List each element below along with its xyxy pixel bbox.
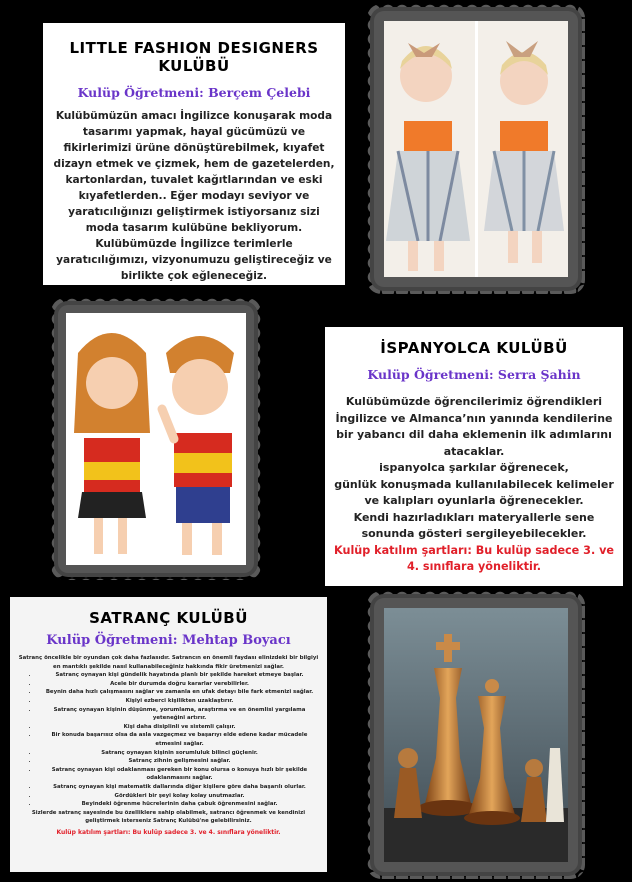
chess-photo-frame bbox=[374, 598, 578, 872]
chess-requirement: Kulüp katılım şartları: Bu kulüp sadece 3. ve 4. sınıflara yöneliktir. bbox=[56, 828, 281, 836]
fashion-photo bbox=[384, 21, 568, 277]
fashion-club-teacher: Kulüp Öğretmeni: Berçem Çelebi bbox=[77, 85, 311, 100]
list-item: • Satranç oynayan kişinin sorumluluk bilinci güçlenir. bbox=[38, 749, 321, 758]
chess-benefits-list bbox=[16, 671, 321, 809]
spanish-club-teacher: Kulüp Öğretmeni: Serra Şahin bbox=[367, 367, 581, 382]
spanish-club-title: İSPANYOLCA KULÜBÜ bbox=[380, 339, 568, 357]
kids-spanish-shirts-image bbox=[66, 313, 246, 565]
fashion-club-title: LITTLE FASHION DESIGNERS KULÜBÜ bbox=[69, 39, 319, 75]
chess-club-title: SATRANÇ KULÜBÜ bbox=[89, 609, 248, 627]
spanish-requirement: Kulüp katılım şartları: Bu kulüp sadece 3. ve 4. sınıflara yöneliktir. bbox=[334, 543, 614, 573]
spanish-photo-frame bbox=[58, 305, 254, 573]
list-item: • Kişi daha disiplinli ve sistemli çalışır. bbox=[38, 723, 321, 732]
chess-club-teacher: Kulüp Öğretmeni: Mehtap Boyacı bbox=[46, 633, 291, 648]
spanish-line-5: Kendi hazırladıkları materyallerle sene sonunda gösteri sergileyebilecekler. bbox=[353, 510, 595, 540]
fashion-club-card bbox=[43, 23, 345, 285]
spanish-line-1: Kulübümüzde öğrencilerimiz öğrendikleri İngilizce ve Almanca’nın yanında kendilerine bir yabancı dil daha eklemenin ilk adımlarını atacaklar. bbox=[335, 395, 613, 458]
spanish-line-3: günlük konuşmada kullanılabilecek kelimeler bbox=[334, 477, 614, 491]
list-item: • Beynin daha hızlı çalışmasını sağlar ve zamanla en ufak detayı bile fark etmenizi sağlar. bbox=[38, 688, 321, 697]
list-item: • Kişiyi ezberci kişilikten uzaklaştırır. bbox=[38, 697, 321, 706]
list-item: • Satranç oynayan kişi matematik dallarında diğer kişilere göre daha başarılı olurlar. bbox=[38, 783, 321, 792]
list-item: • Bir konuda başarısız olsa da asla vazgeçmez ve başarıyı elde edene kadar mücadele etmesini sağlar. bbox=[38, 731, 321, 748]
chess-intro: Satranç öncelikle bir oyundan çok daha fazlasıdır. Satrancın en önemli faydası elinizdeki bir bilgiyi en mantıklı şekilde nasıl kullanabileceğiniz hakkında fikir üretmenizi sağlar. bbox=[18, 655, 319, 670]
list-item: • Beyindeki öğrenme hücrelerinin daha çabuk öğrenmesini sağlar. bbox=[38, 800, 321, 809]
paper-dress-girls-image bbox=[384, 21, 568, 277]
spanish-line-4: ve kalıpları oyunlarla öğrenecekler. bbox=[364, 494, 584, 507]
list-item: • Gördükleri bir şeyi kolay kolay unutmazlar. bbox=[38, 792, 321, 801]
list-item: • Acele bir durumda doğru kararlar verebilirler. bbox=[38, 680, 321, 689]
fashion-photo-frame bbox=[374, 11, 578, 287]
spanish-club-description bbox=[333, 394, 615, 543]
chess-photo bbox=[384, 608, 568, 862]
list-item: • Satranç oynayan kişi gündelik hayatında planlı bir şekilde hareket etmeye başlar. bbox=[38, 671, 321, 680]
list-item: • Satranç oynayan kişinin düşünme, yorumlama, araştırma ve en önemlisi yargılama yeteneğini artırır. bbox=[38, 706, 321, 723]
chess-pieces-image bbox=[384, 608, 568, 862]
spanish-club-card bbox=[325, 327, 623, 586]
chess-closing: Sizlerde satranç sayesinde bu özelliklere sahip olabilmek, satrancı öğrenmek ve kendinizi geliştirmek isterseniz Satranç Kulübü'ne gelebilirsiniz. bbox=[31, 809, 306, 825]
fashion-club-description: Kulübümüzün amacı İngilizce konuşarak moda tasarımı yapmak, hayal gücümüzü ve fikirlerimizi ürüne dönüştürebilmek, kıyafet dizayn etmek ve çizmek, hem de gazetelerden, kartonlardan, tuvalet kağıtlarından ve eski kıyafetlerden.. Eğer modayı seviyor ve yaratıcılığınızı geliştirmek istiyorsanız sizi moda tasarım kulübüne bekliyorum. Kulübümüzde İngilizce terimlerle yaratıcılığımızı, vizyonumuzu geliştireceğiz ve birlikte çok eğleneceğiz. bbox=[53, 110, 335, 282]
list-item: • Satranç oynayan kişi odaklanması gereken bir konu olursa o konuya hızlı bir şekilde odaklanmasını sağlar. bbox=[38, 766, 321, 783]
list-item: • Satranç zihnin gelişmesini sağlar. bbox=[38, 757, 321, 766]
spanish-photo bbox=[66, 313, 246, 565]
chess-club-card bbox=[10, 597, 327, 872]
spanish-line-2: ispanyolca şarkılar öğrenecek, bbox=[379, 461, 569, 474]
